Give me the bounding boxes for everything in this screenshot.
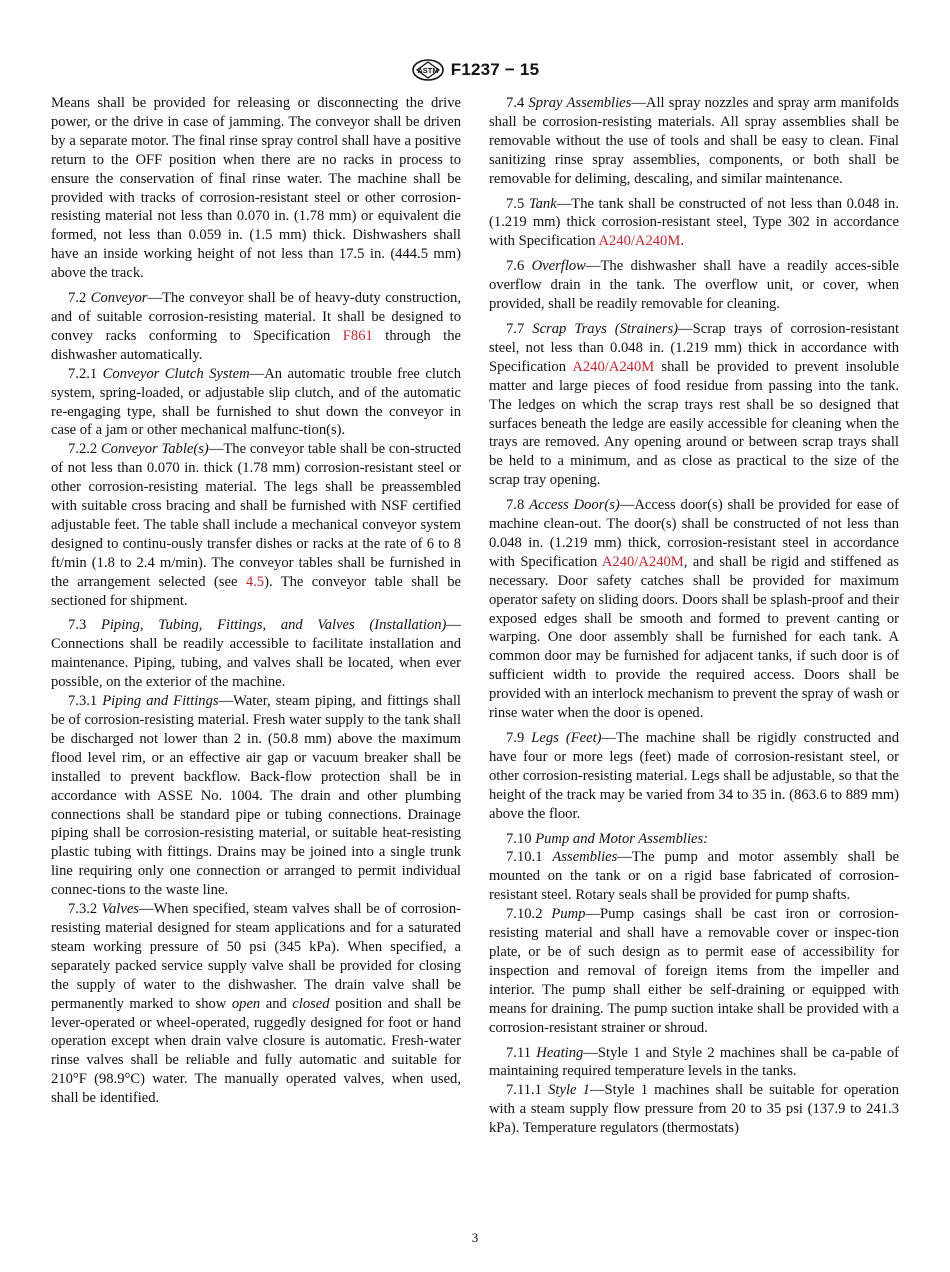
document-id: F1237 − 15 xyxy=(450,60,540,79)
section-7-2-2: 7.2.2 Conveyor Table(s)—The conveyor table shall be con-structed of not less than 0.070 in. thick (1.78 mm) corrosion-resistant steel or other corrosion-resisting material. The legs shall be preassembled with suitable cross bracing and shall be furnished with NSF certified adjustable feet. The table shall include a mechanical conveyor system designed to continu-ously transfer dishes or racks at the rate of 6 to 8 ft/min (1.8 to 2.4 m/min). The conveyor tables shall be furnished in the arrangement selected (see 4.5). The conveyor table shall be sectioned for shipment. xyxy=(51,441,461,609)
section-7-9: 7.9 Legs (Feet)—The machine shall be rigidly constructed and have four or more legs (feet) made of corrosion-resistant steel, or other corrosion-resisting material. Legs shall be adjustable, so that the height of the track may be varied from 34 to 35 in. (863.6 to 889 mm) above the floor. xyxy=(489,730,899,822)
section-7-10: 7.10 Pump and Motor Assemblies: xyxy=(506,830,709,847)
section-7-6: 7.6 Overflow—The dishwasher shall have a readily acces-sible overflow drain in the tank. The overflow unit, or cover, when provided, shall be readily removable for cleaning. xyxy=(489,258,899,313)
right-column xyxy=(489,94,899,1138)
section-7-10-1: 7.10.1 Assemblies—The pump and motor assembly shall be mounted on the tank or on a rigid base fabricated of corrosion-resistant steel. Rotary seals shall be provided for pump shafts. xyxy=(489,849,899,904)
ref-f861-link[interactable]: F861 xyxy=(342,327,373,344)
ref-a240-link[interactable]: A240/A240M xyxy=(598,233,681,250)
section-7-2: 7.2 Conveyor—The conveyor shall be of heavy-duty construction, and of suitable corrosion-resisting material. It shall be designed to convey racks conforming to Specification F861 through the dishwasher automatically. xyxy=(51,290,462,363)
section-7-3-1: 7.3.1 Piping and Fittings—Water, steam piping, and fittings shall be of corrosion-resisting material. Fresh water supply to the tank shall be discharged not lower than 2 in. (50.8 mm) above the maximum flood level rim, or an effective air gap or vacuum breaker shall be installed to prevent backflow. Back-flow protection shall be in accordance with ASSE No. 1004. The drain and other plumbing connections shall be standard pipe or tubing connections. Drainage piping shall be corrosion-resisting material, or suitable heat-resisting plastic tubing with fittings. Drains may be joined into a single trunk line requiring only one connection or arranged to permit individual connec-tions to the waste line. xyxy=(51,693,461,899)
page-header xyxy=(0,58,950,82)
section-7-8: 7.8 Access Door(s)—Access door(s) shall be provided for ease of machine clean-out. The door(s) shall be constructed of not less than 0.048 in. (1.219 mm) thick, corrosion-resistant steel in accordance with Specification A240/A240M, and shall be rigid and stiffened as necessary. Door safety catches shall be provided for maximum operator safety on sliding doors. Doors shall be splash-proof and their exposed edges shall be smooth and formed to prevent canting or warping. One door assembly shall be furnished for each tank. A common door may be furnished for adjacent tanks, if such door is of sufficient width to provide the required access. Doors shall be provided with an interlock mechanism to prevent the spray of wash or rinse water when the door is opened. xyxy=(489,497,899,722)
section-7-3-2: 7.3.2 Valves—When specified, steam valves shall be of corrosion-resisting material designed for steam applications and for a saturated steam working pressure of 50 psi (345 kPa). When specified, a separately packed service supply valve shall be provided for closing the supply of water to the dishwasher. The drain valve shall be permanently marked to show open and closed position and shall be lever-operated or wheel-operated, ruggedly designed for foot or hand operation except when drain valve closure is automatic. Fresh-water rinse valves shall be reliable and fully automatic and suitable for 210°F (98.9°C) water. The manually operated valves, when used, shall be identified. xyxy=(51,901,461,1107)
section-7-4: 7.4 Spray Assemblies—All spray nozzles and spray arm manifolds shall be corrosion-resisting materials. All spray assemblies shall be removable without the use of tools and shall be easy to clean. Final sanitizing rinse spray assemblies, components, or both shall be removable for deliming, descaling, and similar maintenance. xyxy=(489,95,899,187)
ref-4-5-link[interactable]: 4.5 xyxy=(245,573,265,590)
paragraph-7-1-cont: Means shall be provided for releasing or disconnecting the drive power, or the drive in case of jamming. The conveyor shall be driven by a separate motor. The final rinse spray control shall have a positive return to the OFF position when there are no racks in process to ensure the conservation of final rinse water. The machine shall be provided with tracks of corrosion-resistant steel or other corrosion-resisting material not less than 0.070 in. (1.78 mm) or equivalent die formed, not less than 0.059 in. (1.5 mm) thick. Dishwashers shall have an inside working height of not less than 17.5 in. (444.5 mm) above the track. xyxy=(51,95,461,282)
section-7-10-2: 7.10.2 Pump—Pump casings shall be cast iron or corrosion-resisting material and shall have a removable cover or inspec-tion plate, or be of such design as to permit ease of accessibility for inspection and removal of foreign items from the impeller and interior. The pump shall either be self-draining or equipped with means for draining. The pump suction intake shall be provided with a corrosion-resistant strainer or shroud. xyxy=(489,906,900,1036)
page-number: 3 xyxy=(471,1230,479,1245)
section-7-11: 7.11 Heating—Style 1 and Style 2 machines shall be ca-pable of maintaining required temperature levels in the tanks. xyxy=(489,1044,899,1080)
section-7-11-1: 7.11.1 Style 1—Style 1 machines shall be suitable for operation with a steam supply flow pressure from 20 to 35 psi (137.9 to 241.3 kPa). Temperature regulators (thermostats) xyxy=(489,1082,899,1137)
ref-a240-link[interactable]: A240/A240M xyxy=(601,553,684,570)
left-column xyxy=(51,94,461,1108)
section-7-3: 7.3 Piping, Tubing, Fittings, and Valves (Installation)— Connections shall be readily accessible to facilitate installation and maintenance. Piping, tubing, and valves shall be located, when ever possible, on the exterior of the machine. xyxy=(51,617,462,691)
section-7-2-1: 7.2.1 Conveyor Clutch System—An automatic trouble free clutch system, spring-loaded, or adjustable slip clutch, and of the automatic re-engaging type, shall be furnished to shut down the conveyor in case of a jam or other mechanical malfunc-tion(s). xyxy=(51,365,461,439)
section-7-5: 7.5 Tank—The tank shall be constructed of not less than 0.048 in. (1.219 mm) thick corrosion-resistant steel, Type 302 in accordance with Specification A240/A240M. xyxy=(489,195,900,250)
section-7-7: 7.7 Scrap Trays (Strainers)—Scrap trays of corrosion-resistant steel, not less than 0.048 in. (1.219 mm) thick in accordance with Specification A240/A240M shall be provided to prevent insoluble matter and large pieces of food residue from passing into the tank. The ledges on which the scrap trays rest shall be so designed that surfaces beneath the ledge are easily accessible for cleaning when the trays are removed. Any opening around or between scrap trays shall be held to a minimum, and as close as practical to the size of the scrap tray opening. xyxy=(489,320,899,489)
svg-text:ASTM: ASTM xyxy=(417,66,439,75)
astm-logo-icon xyxy=(411,59,445,81)
ref-a240-link[interactable]: A240/A240M xyxy=(572,358,655,375)
